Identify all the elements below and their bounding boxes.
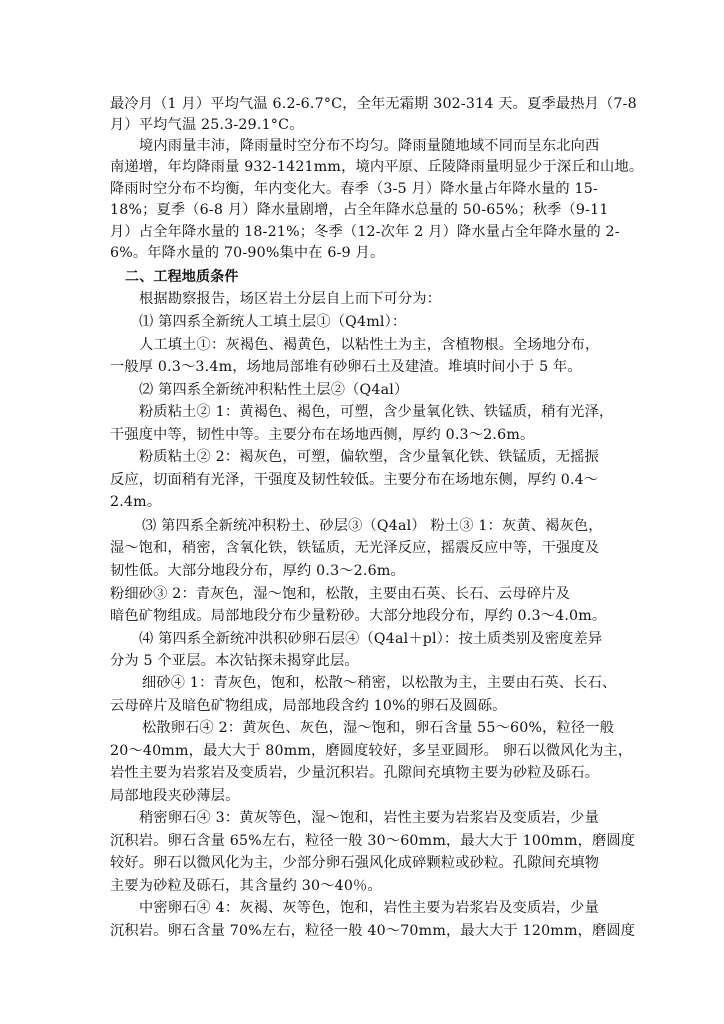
- text-line: 分为 5 个亚层。本次钻探未揭穿此层。: [110, 653, 359, 669]
- text-line: 20～40mm，最大大于 80mm，磨圆度较好，多呈亚圆形。 卵石以微风化为主，: [110, 743, 633, 759]
- text-line: 月）平均气温 25.3-29.1°C。: [110, 117, 304, 133]
- text-line: 粉质粘土② 2：褐灰色，可塑，偏软塑，含少量氧化铁、铁锰质，无摇振: [139, 449, 599, 465]
- text-line: 人工填土①：灰褐色、褐黄色，以粘性土为主，含植物根。全场地分布，: [139, 337, 600, 353]
- text-line: 沉积岩。卵石含量 70%左右，粒径一般 40～70mm，最大大于 120mm，磨圆度: [110, 923, 636, 939]
- text-line: ⑴ 第四系全新统人工填土层①（Q4ml）：: [139, 314, 407, 330]
- text-line: ⑵ 第四系全新统冲积粘性土层②（Q4al）: [139, 382, 409, 398]
- text-line: 岩性主要为岩浆岩及变质岩，少量沉积岩。孔隙间充填物主要为砂粒及砾石。: [110, 765, 600, 781]
- text-line: 较好。卵石以微风化为主，少部分卵石强风化成碎颗粒或砂粒。孔隙间充填物: [110, 855, 600, 871]
- text-line: 湿～饱和，稍密，含氧化铁，铁锰质，无光泽反应，摇震反应中等，干强度及: [110, 540, 600, 556]
- text-line: 南递增，年均降雨量 932-1421mm，境内平原、丘陵降雨量明显少于深丘和山地。: [110, 159, 644, 175]
- text-line: 根据勘察报告，场区岩土分层自上而下可分为：: [139, 291, 442, 307]
- text-line: 韧性低。大部分地段分布，厚约 0.3～2.6m。: [110, 563, 405, 579]
- text-line: 一般厚 0.3～3.4m，场地局部堆有砂卵石土及建渣。堆填时间小于 5 年。: [110, 359, 582, 375]
- text-line: 境内雨量丰沛，降雨量时空分布不均匀。降雨量随地域不同而呈东北向西: [139, 138, 600, 154]
- section-heading: 二、工程地质条件: [125, 269, 239, 285]
- text-line: 6%。年降水量的 70-90%集中在 6-9 月。: [110, 245, 385, 261]
- text-line: 粉细砂③ 2：青灰色，湿～饱和，松散，主要由石英、长石、云母碎片及: [110, 586, 570, 602]
- text-line: 最冷月（1 月）平均气温 6.2-6.7°C，全年无霜期 302-314 天。夏季最热月（7-8: [110, 96, 637, 112]
- text-line: 干强度中等，韧性中等。主要分布在场地西侧，厚约 0.3～2.6m。: [110, 427, 535, 443]
- text-line: ⑷ 第四系全新统冲洪积砂卵石层④（Q4al＋pl）：按土质类别及密度差异: [139, 631, 603, 647]
- text-line: 云母碎片及暗色矿物组成，局部地段含约 10%的卵石及圆砾。: [110, 698, 507, 714]
- text-line: ⑶ 第四系全新统冲积粉土、砂层③（Q4al） 粉土③ 1：灰黄、褐灰色，: [142, 518, 603, 534]
- text-line: 沉积岩。卵石含量 65%左右，粒径一般 30～60mm，最大大于 100mm，磨圆度: [110, 833, 636, 849]
- text-line: 局部地段夹砂薄层。: [110, 788, 240, 804]
- text-line: 暗色矿物组成。局部地段分布少量粉砂。大部分地段分布，厚约 0.3～4.0m。: [110, 608, 607, 624]
- text-line: 反应，切面稍有光泽，干强度及韧性较低。主要分布在场地东侧，厚约 0.4～: [110, 472, 599, 488]
- text-line: 主要为砂粒及砾石，其含量约 30～40％。: [110, 878, 382, 894]
- text-line: 细砂④ 1：青灰色，饱和，松散～稍密，以松散为主，主要由石英、长石、: [142, 675, 617, 691]
- text-line: 中密卵石④ 4：灰褐、灰等色，饱和，岩性主要为岩浆岩及变质岩，少量: [139, 900, 599, 916]
- text-line: 稍密卵石④ 3：黄灰等色，湿～饱和，岩性主要为岩浆岩及变质岩，少量: [139, 810, 599, 826]
- text-line: 粉质粘土② 1：黄褐色、褐色，可塑，含少量氧化铁、铁锰质，稍有光泽，: [139, 404, 614, 420]
- text-line: 月）占全年降水量的 18-21%；冬季（12-次年 2 月）降水量占全年降水量的 2-: [110, 224, 620, 240]
- text-line: 2.4m。: [110, 494, 162, 510]
- text-line: 18%；夏季（6-8 月）降水量剧增，占全年降水总量的 50-65%；秋季（9-11: [110, 202, 609, 218]
- text-line: 降雨时空分布不均衡，年内变化大。春季（3-5 月）降水量占年降水量的 15-: [110, 181, 598, 197]
- text-line: 松散卵石④ 2：黄灰色、灰色，湿～饱和，卵石含量 55～60%，粒径一般: [142, 720, 615, 736]
